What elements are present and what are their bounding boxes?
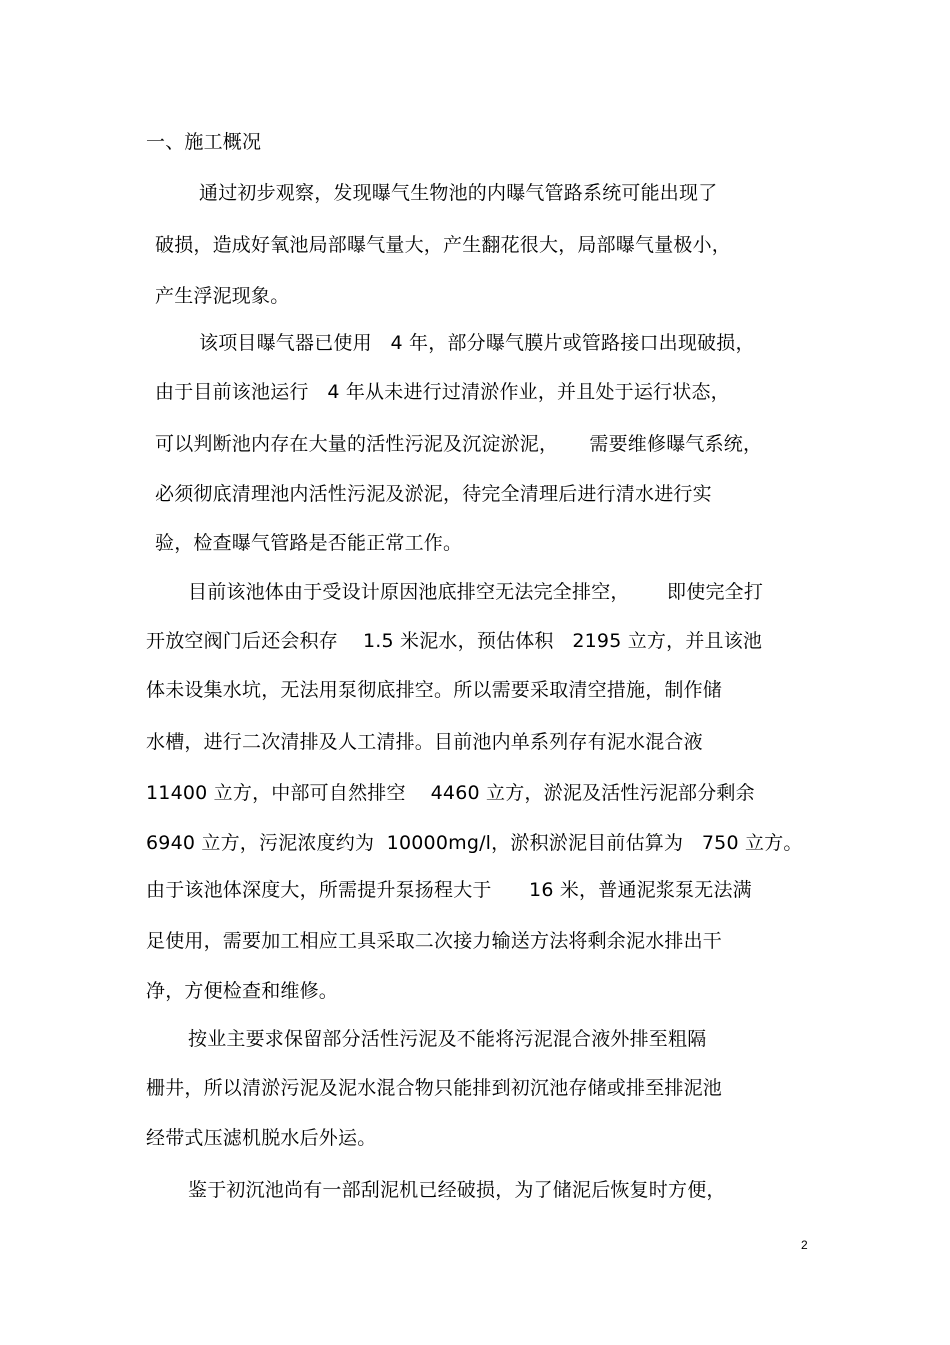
paragraph-line: 产生浮泥现象。 — [155, 285, 290, 307]
paragraph-line: 体未设集水坑，无法用泵彻底排空。所以需要采取清空措施，制作储 — [146, 679, 723, 701]
paragraph-line: 该项目曝气器已使用 4 年，部分曝气膜片或管路接口出现破损， — [199, 332, 755, 354]
paragraph-line: 按业主要求保留部分活性污泥及不能将污泥混合液外排至粗隔 — [188, 1028, 707, 1050]
paragraph-line: 开放空阀门后还会积存 1.5 米泥水，预估体积 2195 立方，并且该池 — [146, 630, 763, 652]
paragraph-line: 经带式压滤机脱水后外运。 — [146, 1127, 377, 1149]
paragraph-line: 目前该池体由于受设计原因池底排空无法完全排空， 即使完全打 — [188, 581, 764, 603]
page-number: 2 — [801, 1238, 808, 1252]
paragraph-line: 水槽，进行二次清排及人工清排。目前池内单系列存有泥水混合液 — [146, 731, 703, 753]
paragraph-line: 通过初步观察，发现曝气生物池的内曝气管路系统可能出现了 — [199, 182, 718, 204]
paragraph-line: 鉴于初沉池尚有一部刮泥机已经破损，为了储泥后恢复时方便， — [188, 1179, 726, 1201]
section-heading: 一、施工概况 — [146, 131, 262, 153]
paragraph-line: 验，检查曝气管路是否能正常工作。 — [155, 532, 463, 554]
paragraph-line: 必须彻底清理池内活性污泥及淤泥，待完全清理后进行清水进行实 — [155, 483, 712, 505]
paragraph-line: 6940 立方，污泥浓度约为 10000mg/l，淤积淤泥目前估算为 750 立方。 — [146, 832, 803, 854]
paragraph-line: 净，方便检查和维修。 — [146, 980, 339, 1002]
paragraph-line: 由于目前该池运行 4 年从未进行过清淤作业，并且处于运行状态， — [155, 381, 730, 403]
paragraph-line: 可以判断池内存在大量的活性污泥及沉淀淤泥， 需要维修曝气系统， — [155, 433, 763, 455]
paragraph-line: 栅井，所以清淤污泥及泥水混合物只能排到初沉池存储或排至排泥池 — [146, 1077, 723, 1099]
paragraph-line: 破损，造成好氧池局部曝气量大，产生翻花很大，局部曝气量极小， — [155, 234, 732, 256]
paragraph-line: 足使用，需要加工相应工具采取二次接力输送方法将剩余泥水排出干 — [146, 930, 723, 952]
paragraph-line: 由于该池体深度大，所需提升泵扬程大于 16 米，普通泥浆泵无法满 — [146, 879, 752, 901]
paragraph-line: 11400 立方，中部可自然排空 4460 立方，淤泥及活性污泥部分剩余 — [146, 782, 755, 804]
